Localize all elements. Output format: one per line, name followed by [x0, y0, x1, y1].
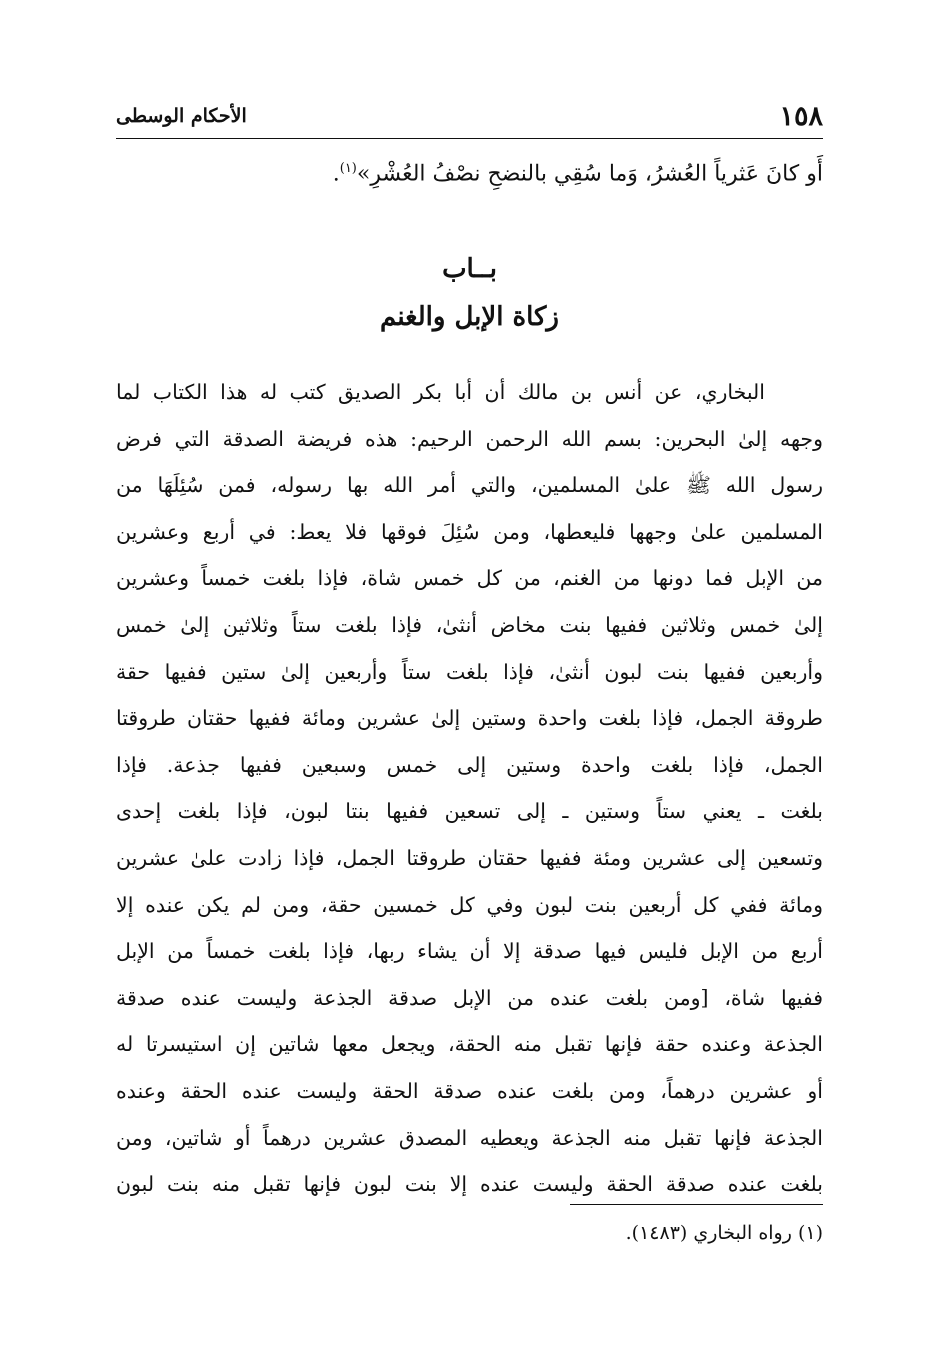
body-line: وأربعين ففيها بنت لبون أنثىٰ، فإذا بلغت ستاً وأربعين إلىٰ ستين ففيها حقة: [116, 659, 823, 684]
carry-over-end: .: [332, 161, 340, 187]
body-line: أو عشرين درهماً، ومن بلغت عنده صدقة الحقة وليست عنده الحقة وعنده: [116, 1078, 823, 1103]
body-line: المسلمين علىٰ وجهها فليعطها، ومن سُئِلَ فوقها فلا يعط: في أربع وعشرين: [116, 519, 823, 544]
body-line: من الإبل فما دونها من الغنم، من كل خمس شاة، فإذا بلغت خمساً وعشرين: [116, 566, 823, 591]
body-line: بلغت ـ يعني ستاً وستين ـ إلى تسعين ففيها بنتا لبون، فإذا بلغت إحدى: [116, 799, 823, 824]
page-number: ١٥٨: [779, 100, 823, 132]
body-line: رسول الله ﷺ علىٰ المسلمين، والتي أمر الله بها رسوله، فمن سُئِلَهَا من: [116, 473, 823, 498]
chapter-title: زكاة الإبل والغنم: [380, 302, 559, 332]
body-line: إلىٰ خمس وثلاثين ففيها بنت مخاض أنثىٰ، فإذا بلغت ستاً وثلاثين إلىٰ خمس: [116, 612, 823, 637]
body-line: أربع من الإبل فليس فيها صدقة إلا أن يشاء ربها، فإذا بلغت خمساً من الإبل: [116, 939, 823, 964]
body-line: وجهه إلىٰ البحرين: بسم الله الرحمن الرحيم: هذه فريضة الصدقة التي فرض: [116, 426, 823, 451]
chapter-label: بــاب: [442, 254, 497, 284]
page-header: [116, 96, 823, 136]
body-line: بلغت عنده صدقة الحقة وليست عنده إلا بنت لبون فإنها تقبل منه بنت لبون: [116, 1172, 823, 1197]
body-line: الجمل، فإذا بلغت واحدة وستين إلى خمس وسبعين ففيها جذعة. فإذا: [116, 752, 823, 777]
body-line: ففيها شاة، [ومن بلغت عنده من الإبل صدقة الجذعة وليست عنده صدقة: [116, 985, 823, 1010]
carry-over-line: [116, 147, 823, 196]
body-line: وتسعين إلى عشرين ومئة ففيها حقتان طروقتا الجمل، فإذا زادت علىٰ عشرين: [116, 845, 823, 870]
body-line: طروقة الجمل، فإذا بلغت واحدة وستين إلىٰ عشرين ومائة ففيها حقتان طروقتا: [116, 706, 823, 731]
body-line: الجذعة وعنده حقة فإنها تقبل منه الحقة، ويجعل معها شاتين إن استيسرتا له: [116, 1032, 823, 1057]
footnote: (١) رواه البخاري (١٤٨٣).: [625, 1222, 823, 1244]
footnote-reference: (١): [339, 161, 357, 176]
body-line: ومائة ففي كل أربعين بنت لبون وفي كل خمسين حقة، ومن لم يكن عنده إلا: [116, 892, 823, 917]
running-title: الأحكام الوسطى: [116, 105, 247, 127]
body-line: البخاري، عن أنس بن مالك أن أبا بكر الصديق كتب له هذا الكتاب لما: [116, 380, 765, 404]
carry-over-text: أَو كانَ عَثرياً العُشرُ، وَما سُقِي بالنضحِ نصْفُ العُشْرِ»: [356, 161, 823, 187]
footnote-rule: [570, 1204, 823, 1205]
body-text: [116, 369, 823, 1208]
body-line: الجذعة فإنها تقبل منه الجذعة ويعطيه المصدق عشرين درهماً أو شاتين، ومن: [116, 1125, 823, 1150]
header-rule: [116, 138, 823, 139]
